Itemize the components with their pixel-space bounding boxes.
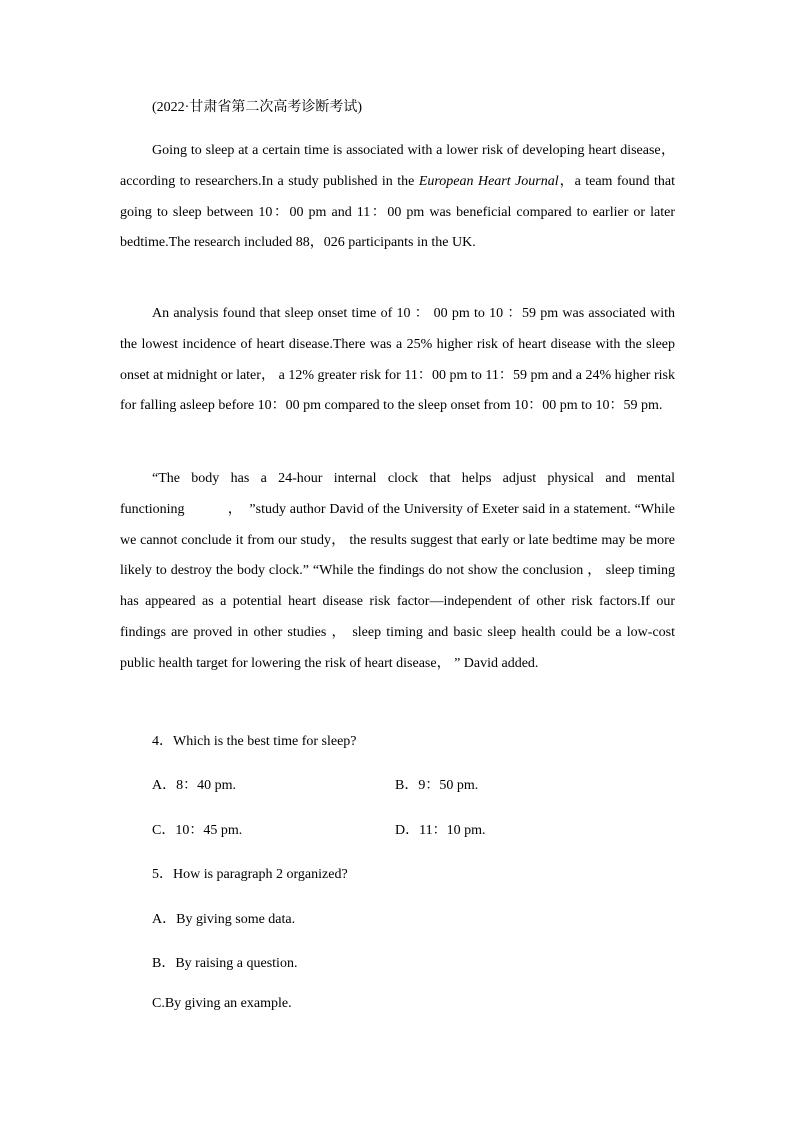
question-4 (152, 730, 357, 750)
option-label: D． (395, 823, 420, 838)
question-4-option-d[interactable] (395, 819, 486, 839)
p1-text-after: ，a team found that going to sleep between 10：00 pm and 11：00 pm was beneficial compared to earlier or later bedtime.The research included 88，026 participants in the UK. (120, 173, 676, 251)
question-4-text: Which is the best time for sleep? (173, 734, 357, 749)
option-text: By giving some data. (176, 912, 296, 927)
option-text: 9：50 pm. (418, 778, 479, 793)
journal-title: European Heart Journal (418, 173, 559, 189)
p1-text-before: Going to sleep at a certain time is associated with a lower risk of developing heart disease， according to researchers.In a study published in the (120, 143, 675, 189)
question-5-option-b[interactable] (152, 952, 297, 972)
exam-source: (2022·甘肃省第二次高考诊断考试) (152, 100, 362, 115)
option-text: 10：45 pm. (175, 823, 243, 838)
question-5 (152, 863, 348, 883)
option-label: A． (152, 912, 177, 927)
passage-paragraph-3 (120, 464, 675, 680)
option-text: 8：40 pm. (176, 778, 237, 793)
option-text: By raising a question. (175, 956, 298, 971)
p3-text: “The body has a 24-hour internal clock that helps adjust physical and mental functioning ， ”study author David of the University of Exeter said in a statement. “While we cannot conclude it from our study， the results suggest that early or late bedtime may be more likely to destroy the body clock.” “While the findings do not show the conclusion ， sleep timing has appeared as a potential heart disease risk factor—independent of other risk factors.If our findings are proved in other studies ， sleep timing and basic sleep health could be a low-cost public health target for lowering the risk of heart disease， ” David added. (120, 471, 675, 671)
option-text: 11：10 pm. (419, 823, 486, 838)
question-4-number: 4． (152, 734, 173, 749)
question-5-option-c[interactable] (152, 996, 292, 1012)
question-4-option-b[interactable] (395, 774, 478, 794)
question-5-text: How is paragraph 2 organized? (173, 867, 348, 882)
question-4-option-c[interactable] (152, 819, 242, 839)
option-label: C． (152, 823, 176, 838)
question-5-number: 5． (152, 867, 173, 882)
p2-text: An analysis found that sleep onset time of 10 ： 00 pm to 10 ：59 pm was associated with the lowest incidence of heart disease.There was a 25% higher risk of heart disease with the sleep onset at midnight or later， a 12% greater risk for 11：00 pm to 11：59 pm and a 24% higher risk for falling asleep before 10：00 pm compared to the sleep onset from 10：00 pm to 10：59 pm. (120, 306, 675, 414)
option-label: B． (395, 778, 419, 793)
question-5-option-a[interactable] (152, 908, 295, 928)
option-text: By giving an example. (164, 996, 292, 1011)
option-label: A． (152, 778, 177, 793)
question-4-option-a[interactable] (152, 774, 236, 794)
passage-paragraph-2 (120, 299, 675, 422)
option-label: C. (152, 996, 165, 1011)
option-label: B． (152, 956, 176, 971)
passage-paragraph-1 (120, 136, 675, 259)
